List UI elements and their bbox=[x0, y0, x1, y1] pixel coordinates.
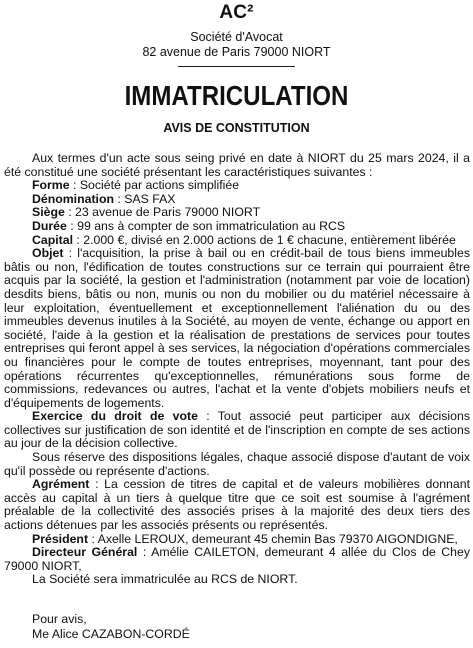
denomination-value: : SAS FAX bbox=[113, 191, 176, 206]
firm-address: 82 avenue de Paris 79000 NIORT bbox=[142, 45, 331, 59]
firm-logo-text: AC² bbox=[219, 2, 254, 23]
notice-body bbox=[4, 152, 470, 587]
notice-subtitle: AVIS DE CONSTITUTION bbox=[163, 121, 310, 135]
signer-name: Me Alice CAZABON-CORDÉ bbox=[32, 627, 190, 641]
rcs-paragraph: La Société sera immatriculée au RCS de NIORT. bbox=[32, 572, 298, 587]
president-value: : Axelle LEROUX, demeurant 45 chemin Bas 79370 AIGONDIGNE, bbox=[88, 531, 458, 546]
field-objet bbox=[4, 247, 470, 410]
intro-paragraph: Aux termes d'un acte sous seing privé en date à NIORT du 25 mars 2024, il a été constitué une société présentant les caractéristiques suivantes : bbox=[4, 151, 470, 179]
siege-value: : 23 avenue de Paris 79000 NIORT bbox=[64, 205, 261, 220]
field-vote bbox=[4, 410, 470, 451]
field-capital bbox=[4, 234, 470, 248]
dg-value: : Amélie CAILETON, demeurant 4 allée du Clos de Chey 79000 NIORT, bbox=[4, 545, 471, 573]
field-directeur-general bbox=[4, 546, 470, 573]
field-duree bbox=[4, 220, 470, 234]
agrement-label: Agrément bbox=[32, 477, 90, 492]
siege-label: Siège bbox=[32, 205, 65, 220]
vote-label: Exercice du droit de vote bbox=[32, 409, 198, 424]
field-president bbox=[4, 533, 470, 547]
capital-label: Capital bbox=[32, 232, 73, 247]
field-siege bbox=[4, 206, 470, 220]
field-denomination bbox=[4, 193, 470, 207]
objet-value: : l'acquisition, la prise à bail ou en crédit-bail de tous biens immeubles bâtis ou non, l'édification de toutes constructions sur ce terrain qui pourraient être acquis par la société, la gestion et l'administration (notamment par voie de location) desdits biens, bâtis ou non, munis ou non du mobilier ou du matériel nécessaire à leur exploitation, éventuellement et exceptionnellement l'aliénation du ou des immeubles devenus inutiles à la Société, au moyen de vente, échange ou apport en société, l'aide à la gestion et la réalisation de prestations de services pour toutes entreprises qui feront appel à ses services, la négociation d'opérations commerciales ou financières pour le compte de toutes entreprises, moyennant, tant pour des opérations récurrentes qu'exceptionnelles, rémunérations sous forme de commissions, redevances ou autres, l'achat et la vente d'objets mobiliers neufs et d'équipements de logements. bbox=[4, 246, 470, 410]
capital-value: : 2.000 €, divisé en 2.000 actions de 1 € chacune, entièrement libérée bbox=[73, 232, 456, 247]
agrement-value: : La cession de titres de capital et de valeurs mobilières donnant accès au capital à un tiers à quelque titre que ce soit est soumise à l'agrément préalable de la collectivité des associés prises à la majorité des deux tiers des actions détenues par les associés présents ou représentés. bbox=[4, 477, 470, 533]
denomination-label: Dénomination bbox=[32, 191, 114, 206]
field-forme bbox=[4, 179, 470, 193]
duree-value: : 99 ans à compter de son immatriculation au RCS bbox=[66, 218, 346, 233]
vote-value: : Tout associé peut participer aux décisions collectives sur justification de son identité et de l'inscription en compte de ses actions au jour de la décision collective. bbox=[4, 409, 470, 451]
forme-value: : Société par actions simplifiée bbox=[69, 178, 240, 193]
president-label: Président bbox=[32, 531, 89, 546]
notice-title: IMMATRICULATION bbox=[124, 80, 349, 111]
header-divider bbox=[178, 66, 295, 67]
dg-label: Directeur Général bbox=[32, 545, 138, 560]
forme-label: Forme bbox=[32, 178, 70, 193]
reserve-paragraph: Sous réserve des dispositions légales, chaque associé dispose d'autant de voix qu'il possède ou représente d'actions. bbox=[4, 450, 470, 478]
objet-label: Objet bbox=[32, 246, 64, 261]
firm-type: Société d'Avocat bbox=[190, 30, 283, 44]
pour-avis: Pour avis, bbox=[32, 612, 87, 626]
field-agrement bbox=[4, 478, 470, 532]
duree-label: Durée bbox=[32, 218, 67, 233]
